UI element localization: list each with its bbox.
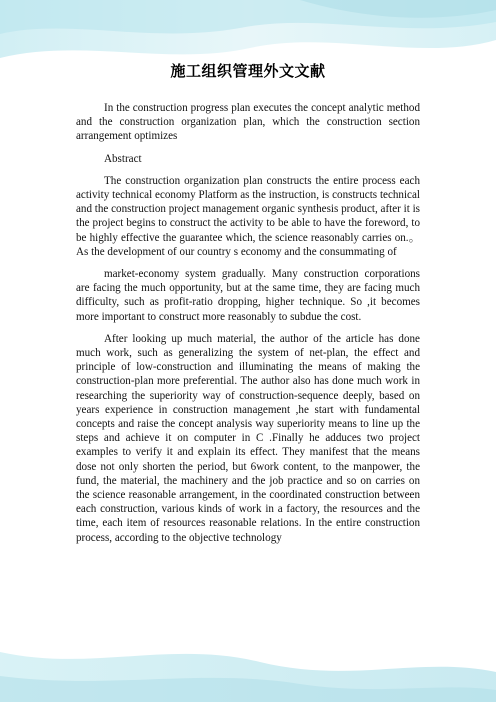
abstract-paragraph-3: After looking up much material, the author of the article has done much work, such as generalizing the system of net-plan, the effect and principle of low-construction and illuminating the means of making the construction-plan more preferential. The author also has done much work in researching the superiority way of construction-sequence deeply, based on years experience in construction management ,he start with fundamental concepts and raise the concept analysis way superiority means to line up the steps and achieve it on computer in C .Finally he adduces two project examples to verify it and explain its effect. They manifest that the means dose not only shorten the period, but 6work content, to the manpower, the fund, the material, the machinery and the job practice and so on carries on the science reasonable arrangement, in the coordinated construction between each construction, various kinds of work in a factory, the resources and the time, each item of resources reasonable relations. In the entire construction process, according to the objective technology xyxy=(76,332,420,544)
document-title: 施工组织管理外文文献 xyxy=(170,62,326,80)
document-content xyxy=(76,60,420,553)
abstract-paragraph-1: The construction organization plan constructs the entire process each activity technical economy Platform as the instruction, is constructs technical and the construction project management organic synthesis product, after it is the project begins to construct the activity to be able to have the foreword, to be highly effective the guarantee which, the science reasonably carries on.。As the development of our country s economy and the consummating of xyxy=(76,174,420,258)
abstract-paragraph-2: market-economy system gradually. Many construction corporations are facing the much opportunity, but at the same time, they are facing much difficulty, such as profit-ratio dropping, higher technique. So ,it becomes more important to construct more reasonably to subdue the cost. xyxy=(76,268,420,323)
abstract-heading: Abstract xyxy=(104,152,142,165)
intro-paragraph: In the construction progress plan executes the concept analytic method and the construction organization plan, which the construction section arrangement optimizes xyxy=(76,102,420,143)
